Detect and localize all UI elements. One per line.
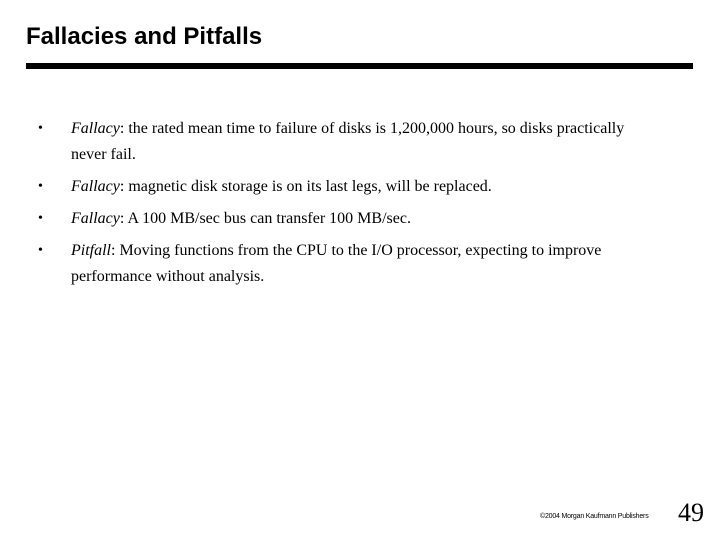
bullet-icon: • xyxy=(38,179,43,194)
bullet-text: : Moving functions from the CPU to the I/O processor, expecting to improve performance without analysis. xyxy=(71,242,602,285)
bullet-item-magnetic-disk xyxy=(0,174,720,200)
page-number: 49 xyxy=(678,498,704,527)
bullet-label: Fallacy xyxy=(71,210,120,227)
bullet-text: : the rated mean time to failure of disks is 1,200,000 hours, so disks practically never fail. xyxy=(71,120,625,163)
bullet-icon: • xyxy=(38,243,43,258)
bullet-label: Fallacy xyxy=(71,120,120,137)
bullet-item-io-processor xyxy=(0,238,720,290)
bullet-list xyxy=(0,116,720,290)
bullet-icon: • xyxy=(38,121,43,136)
copyright-notice: ©2004 Morgan Kaufmann Publishers xyxy=(540,513,649,520)
slide-title: Fallacies and Pitfalls xyxy=(26,23,263,50)
title-underline xyxy=(26,63,693,69)
bullet-item-bus-transfer xyxy=(0,206,720,232)
bullet-label: Fallacy xyxy=(71,178,120,195)
bullet-text: : magnetic disk storage is on its last legs, will be replaced. xyxy=(119,178,492,195)
bullet-text: : A 100 MB/sec bus can transfer 100 MB/sec. xyxy=(119,210,411,227)
bullet-label: Pitfall xyxy=(71,242,111,259)
bullet-icon: • xyxy=(38,211,43,226)
bullet-item-mttf xyxy=(0,116,720,168)
